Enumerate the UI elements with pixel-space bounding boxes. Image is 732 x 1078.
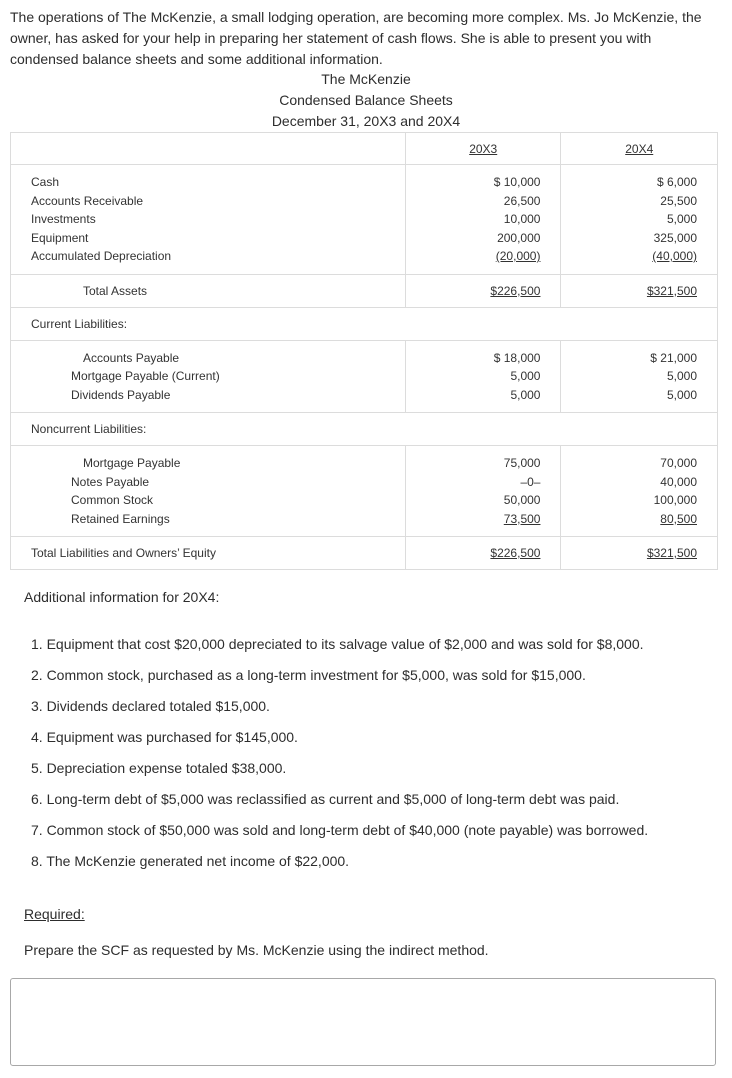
- balance-sheet-table: [10, 132, 718, 570]
- list-item: 6. Long-term debt of $5,000 was reclassified as current and $5,000 of long-term debt was paid.: [31, 791, 620, 807]
- asset-value-20x4: 5,000: [666, 212, 697, 226]
- column-header-20x3: 20X3: [469, 142, 498, 156]
- answer-textarea[interactable]: [10, 978, 716, 1066]
- noncurrent-liabilities-heading-row: [11, 413, 718, 446]
- asset-label: Equipment: [31, 230, 89, 245]
- required-label: Required:: [24, 906, 85, 922]
- total-assets-20x4: $321,500: [646, 283, 697, 298]
- company-name: The McKenzie: [321, 71, 411, 87]
- noncurrent-liability-20x3: 75,000: [503, 456, 541, 470]
- total-assets-label: Total Assets: [83, 283, 148, 298]
- current-liability-20x3: 5,000: [510, 369, 541, 383]
- noncurrent-liability-20x3: –0–: [520, 474, 541, 489]
- asset-value-20x4: 325,000: [653, 230, 697, 245]
- asset-value-20x3: $ 10,000: [493, 175, 541, 189]
- asset-label: Accounts Receivable: [31, 193, 144, 208]
- noncurrent-liability-20x4: 70,000: [660, 456, 697, 470]
- noncurrent-liability-label: Notes Payable: [71, 474, 150, 489]
- total-assets-20x3: $226,500: [490, 283, 541, 298]
- statement-date: December 31, 20X3 and 20X4: [271, 113, 461, 129]
- current-liability-label: Mortgage Payable (Current): [71, 369, 220, 383]
- noncurrent-liability-20x4: 80,500: [660, 511, 697, 526]
- additional-info-list: [31, 634, 721, 882]
- noncurrent-liability-20x4: 40,000: [660, 474, 697, 489]
- current-liability-20x4: $ 21,000: [650, 350, 697, 365]
- current-liability-20x3: 5,000: [510, 387, 541, 402]
- asset-value-20x3: (20,000): [495, 249, 541, 263]
- column-header-20x4: 20X4: [625, 142, 654, 156]
- current-liabilities-heading-row: [11, 307, 718, 340]
- list-item: 1. Equipment that cost $20,000 depreciated to its salvage value of $2,000 and was sold for $8,000.: [31, 636, 644, 652]
- additional-info-title: Additional information for 20X4:: [24, 589, 220, 605]
- noncurrent-liability-label: Retained Earnings: [71, 511, 170, 526]
- current-liability-20x4: 5,000: [666, 369, 697, 383]
- current-liability-20x4: 5,000: [666, 387, 697, 402]
- list-item: 7. Common stock of $50,000 was sold and long-term debt of $40,000 (note payable) was borrowed.: [31, 822, 649, 838]
- table-header-row: [11, 133, 718, 165]
- noncurrent-liability-label: Common Stock: [71, 493, 154, 507]
- total-liabilities-20x4: $321,500: [646, 546, 697, 560]
- noncurrent-liability-label: Mortgage Payable: [83, 456, 181, 470]
- current-liabilities-label: Current Liabilities:: [31, 316, 128, 331]
- statement-title: Condensed Balance Sheets: [279, 92, 453, 108]
- total-liabilities-label: Total Liabilities and Owners’ Equity: [31, 546, 216, 560]
- noncurrent-liability-20x4: 100,000: [653, 493, 697, 507]
- asset-label: Accumulated Depreciation: [31, 249, 172, 263]
- list-item: 2. Common stock, purchased as a long-term investment for $5,000, was sold for $15,000.: [31, 667, 586, 683]
- asset-value-20x4: $ 6,000: [656, 175, 697, 189]
- total-liabilities-row: [11, 537, 718, 570]
- asset-value-20x3: 26,500: [503, 193, 541, 208]
- current-liability-label: Accounts Payable: [83, 350, 180, 365]
- intro-paragraph: The operations of The McKenzie, a small lodging operation, are becoming more complex. Ms. Jo McKenzie, the owner, has asked for your help in preparing her statement of cash flows. She is able to present you with condensed balance sheets and some additional information.: [10, 9, 702, 67]
- list-item: 3. Dividends declared totaled $15,000.: [31, 698, 270, 714]
- list-item: 4. Equipment was purchased for $145,000.: [31, 729, 298, 745]
- list-item: 8. The McKenzie generated net income of $22,000.: [31, 853, 350, 869]
- total-liabilities-20x3: $226,500: [490, 546, 541, 560]
- instructions-text: Prepare the SCF as requested by Ms. McKenzie using the indirect method.: [24, 942, 489, 958]
- list-item: 5. Depreciation expense totaled $38,000.: [31, 760, 287, 776]
- asset-value-20x4: 25,500: [660, 193, 697, 208]
- asset-value-20x3: 200,000: [497, 230, 541, 245]
- asset-value-20x4: (40,000): [652, 249, 697, 263]
- noncurrent-liabilities-label: Noncurrent Liabilities:: [31, 422, 147, 436]
- current-liabilities-row: [11, 340, 718, 413]
- asset-label: Investments: [31, 212, 96, 226]
- current-liability-label: Dividends Payable: [71, 387, 171, 402]
- noncurrent-liabilities-row: [11, 446, 718, 537]
- current-liability-20x3: $ 18,000: [493, 350, 541, 365]
- noncurrent-liability-20x3: 73,500: [503, 511, 541, 526]
- noncurrent-liability-20x3: 50,000: [503, 493, 541, 507]
- asset-value-20x3: 10,000: [503, 212, 541, 226]
- total-assets-row: [11, 274, 718, 307]
- assets-row: [11, 165, 718, 275]
- asset-label: Cash: [31, 175, 60, 189]
